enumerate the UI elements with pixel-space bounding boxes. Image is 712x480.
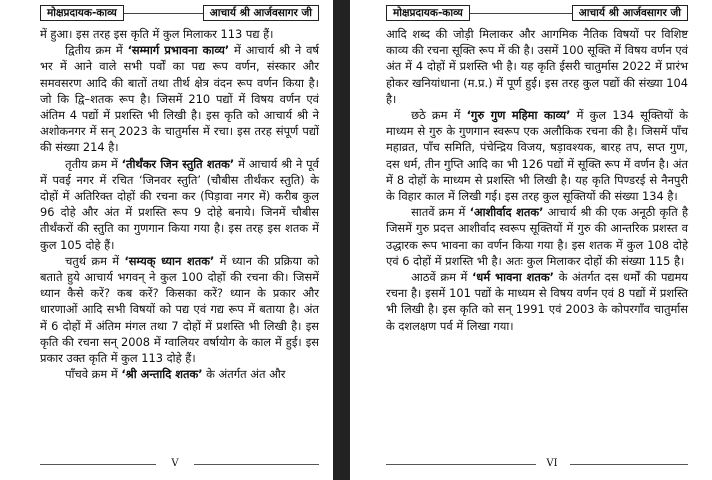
book-gutter [333,0,350,480]
paragraph: छठे क्रम में ‘गुरु गुण महिमा काव्य’ में कुल 134 सूक्तियों के माध्यम से गुरु के गुणगान स्वरूप एक अलौकिक रचना की है। जिसमें पाँच महाव्रत, पाँच समिति, पंचेन्द्रिय विजय, षड़ावश्यक, बारह तप, सप्त गुण, दस धर्म, तीन गुप्ति आदि का भी 126 पद्यों में सूक्ति रूप में वर्णन है। अंत में 8 दोहों के माध्यम से प्रशस्ति भी लिखी है। यह कृति पिण्डरई से नैनपुरी के विहार काल में लिखी गई। इस तरह कुल सूक्तियों की संख्या 134 है। [386,108,688,204]
right-page [350,0,712,480]
paragraph: आदि शब्द की जोड़ी मिलाकर और आगमिक नैतिक विषयों पर विशिष्ट काव्य की रचना सूक्ति रूप में की है। उसमें 100 सूक्ति में विषय वर्णन एवं अंत में 4 दोहों में प्रशस्ति भी है। यह कृति ईसरी चातुर्मास 2022 में प्रारंभ होकर खनियांधाना (म.प्र.) में पूर्ण हुई। इस तरह कुल पद्यों की संख्या 104 है। [386,27,688,106]
footer-rule-left [40,464,156,465]
paragraph: सातवें क्रम में ‘आशीर्वाद शतक’ आचार्य श्री की एक अनूठी कृति है जिसमें गुरु प्रदत्त आशीर्वाद स्वरूप सूक्तियों में गुरु की आन्तरिक प्रशस्त व उद्धारक रूप भावना का वर्णन किया गया है। इस शतक में कुल 108 दोहे एवं 6 दोहों में प्रशस्ति भी है। अतः कुल मिलाकर दोहों की संख्या 115 है। [386,205,688,268]
work-title: ‘सम्मार्ग प्रभावना काव्य’ [127,43,230,58]
page-footer [386,456,688,472]
footer-rule-right [194,464,319,465]
left-page [0,0,333,480]
work-title: ‘तीर्थंकर जिन स्तुति शतक’ [121,156,235,171]
page-footer [40,456,319,472]
work-title: ‘धर्म भावना शतक’ [471,270,554,285]
header-author: आचार्य श्री आर्जवसागर जी [572,5,688,21]
paragraph: में हुआ। इस तरह इस कृति में कुल मिलाकर 113 पद्य हैं। [40,27,274,41]
page-number: VI [546,458,558,469]
page-body [386,26,688,334]
header-book-title: मोक्षप्रदायक-काव्य [40,5,124,21]
footer-rule-left [386,464,536,465]
work-title: ‘आशीर्वाद शतक’ [469,205,544,220]
running-header [40,5,319,21]
page-body [40,26,319,382]
work-title: ‘सम्यक् ध्यान शतक’ [124,253,215,268]
work-title: ‘गुरु गुण महिमा काव्य’ [466,108,571,123]
paragraph: चतुर्थ क्रम में ‘सम्यक् ध्यान शतक’ में ध्यान की प्रक्रिया को बताते हुये आचार्य भगवन् ने कुल 100 दोहों की रचना की। जिसमें ध्यान कैसे करें? कब करें? किसका करें? ध्यान के प्रकार और धारणाओं आदि सभी विषयों को पद्य एवं गद्य रूप में बताया है। अंत में 6 दोहों में अंतिम मंगल तथा 7 दोहों में प्रशस्ति भी लिखी है। इस कृति की रचना सन् 2008 में ग्वालियर वर्षायोग के काल में हुई। इस प्रकार उक्त कृति में कुल 113 दोहे हैं। [40,253,319,366]
header-book-title: मोक्षप्रदायक-काव्य [386,5,470,21]
page-number: V [171,458,179,469]
running-header [386,5,688,21]
paragraph: द्वितीय क्रम में ‘सम्मार्ग प्रभावना काव्य’ में आचार्य श्री ने वर्ष भर में आने वाले सभी पर्वों का पद्य रूप वर्णन, संस्कार और समवसरण आदि की बातों तथा तीर्थ क्षेत्र वंदन रूप वर्णन किया है। जो कि द्वि–शतक रूप है। जिसमें 210 पद्यों में विषय वर्णन एवं अंतिम 4 पद्यों में प्रशस्ति भी लिखी है। इस कृति को आचार्य श्री ने अशोकनगर में सन् 2023 के चातुर्मास में रचा। इस तरह संपूर्ण पद्यों की संख्या 214 है। [40,43,319,155]
paragraph: तृतीय क्रम में ‘तीर्थंकर जिन स्तुति शतक’ में आचार्य श्री ने पूर्व में पवई नगर में रचित ‘जिनवर स्तुति’ (चौबीस तीर्थंकर स्तुति) के दोहों में अतिरिक्त दोहों की रचना कर (पिड़ावा नगर में) करीब कुल 96 दोहे और अंत में प्रशस्ति रूप 9 दोहे बनाये। जिनमें चौबीस तीर्थंकरों की स्तुति का गुणगान किया गया है। इस तरह इस शतक में कुल 105 दोहे हैं। [40,156,319,252]
header-author: आचार्य श्री आर्जवसागर जी [203,5,319,21]
work-title: ‘श्री अन्तादि शतक’ [121,367,203,382]
paragraph: पाँचवे क्रम में ‘श्री अन्तादि शतक’ के अंतर्गत अंत और [65,367,286,382]
paragraph: आठवें क्रम में ‘धर्म भावना शतक’ के अंतर्गत दस धर्मों की पद्यमय रचना है। इसमें 101 पद्यों के माध्यम से विषय वर्णन एवं 8 पद्यों में प्रशस्ति भी लिखी है। इस कृति को सन् 1991 एवं 2003 के कोपरगाँव चातुर्मास के दशलक्षण पर्व में लिखा गया। [386,270,689,333]
footer-rule-right [570,464,688,465]
